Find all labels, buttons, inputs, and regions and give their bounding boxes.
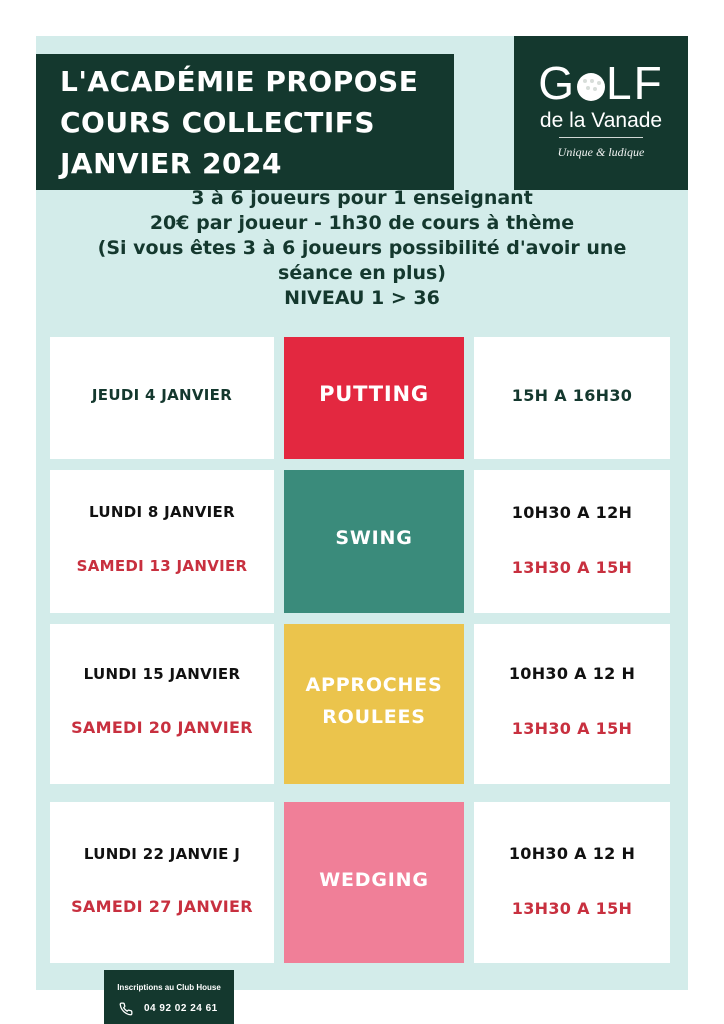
session-time-1: 10H30 A 12 H (508, 844, 636, 863)
session-time-2: 13H30 A 15H (511, 899, 633, 918)
session-dates (50, 470, 274, 613)
topic-label (284, 522, 464, 554)
session-row (50, 470, 670, 613)
session-topic (284, 470, 464, 613)
intro-line-extra: (Si vous êtes 3 à 6 joueurs possibilité d'avoir une (97, 237, 627, 259)
intro-line-extra-2: séance en plus) (278, 262, 446, 284)
logo-wordmark (514, 58, 688, 108)
session-dates (50, 624, 274, 784)
session-times (474, 624, 670, 784)
golf-ball-icon (577, 73, 605, 101)
title-line-3: JANVIER 2024 (60, 147, 282, 180)
title-line-1: L'ACADÉMIE PROPOSE (60, 65, 419, 98)
footer-title: Inscriptions au Club House (117, 983, 221, 992)
session-date-2: SAMEDI 20 JANVIER (71, 718, 253, 737)
session-time-2: 13H30 A 15H (511, 558, 633, 577)
golf-logo (514, 36, 688, 190)
topic-line-1: APPROCHES (305, 674, 443, 696)
title-line-2: COURS COLLECTIFS (60, 106, 376, 139)
session-date-1: JEUDI 4 JANVIER (91, 386, 233, 404)
topic-label (284, 864, 464, 896)
intro-line-price: 20€ par joueur - 1h30 de cours à thème (149, 212, 575, 234)
session-dates (50, 337, 274, 459)
logo-divider (559, 137, 643, 138)
session-row (50, 337, 670, 459)
logo-subtitle: de la Vanade (539, 109, 663, 132)
session-date-1: LUNDI 15 JANVIER (83, 665, 241, 683)
topic-line-2: ROULEES (322, 706, 426, 728)
topic-line-1: WEDGING (319, 869, 429, 891)
session-times (474, 470, 670, 613)
logo-letter-g: G (538, 57, 577, 109)
intro-text (36, 186, 688, 311)
session-date-2: SAMEDI 27 JANVIER (71, 897, 253, 916)
session-topic (284, 624, 464, 784)
session-times (474, 802, 670, 963)
session-topic (284, 337, 464, 459)
page-title (36, 54, 454, 190)
intro-line-players: 3 à 6 joueurs pour 1 enseignant (191, 187, 533, 209)
session-date-1: LUNDI 8 JANVIER (89, 503, 235, 521)
session-topic (284, 802, 464, 963)
session-row (50, 624, 670, 784)
session-time-1: 15H A 16H30 (511, 386, 633, 405)
session-date-1: LUNDI 22 JANVIE J (83, 845, 241, 863)
session-time-1: 10H30 A 12 H (508, 664, 636, 683)
session-time-1: 10H30 A 12H (511, 503, 633, 522)
session-time-2: 13H30 A 15H (511, 719, 633, 738)
session-times (474, 337, 670, 459)
session-row (50, 802, 670, 963)
intro-line-level: NIVEAU 1 > 36 (284, 287, 440, 309)
phone-number[interactable]: 04 92 02 24 61 (144, 1003, 218, 1014)
topic-label (284, 378, 464, 410)
logo-tagline: Unique & ludique (557, 145, 645, 159)
topic-line-1: PUTTING (319, 382, 429, 406)
phone-icon (119, 1001, 133, 1015)
logo-letters-lf: LF (606, 57, 664, 109)
topic-line-1: SWING (335, 527, 413, 549)
topic-label (284, 669, 464, 733)
session-dates (50, 802, 274, 963)
contact-footer (104, 970, 234, 1024)
session-date-2: SAMEDI 13 JANVIER (76, 557, 248, 575)
